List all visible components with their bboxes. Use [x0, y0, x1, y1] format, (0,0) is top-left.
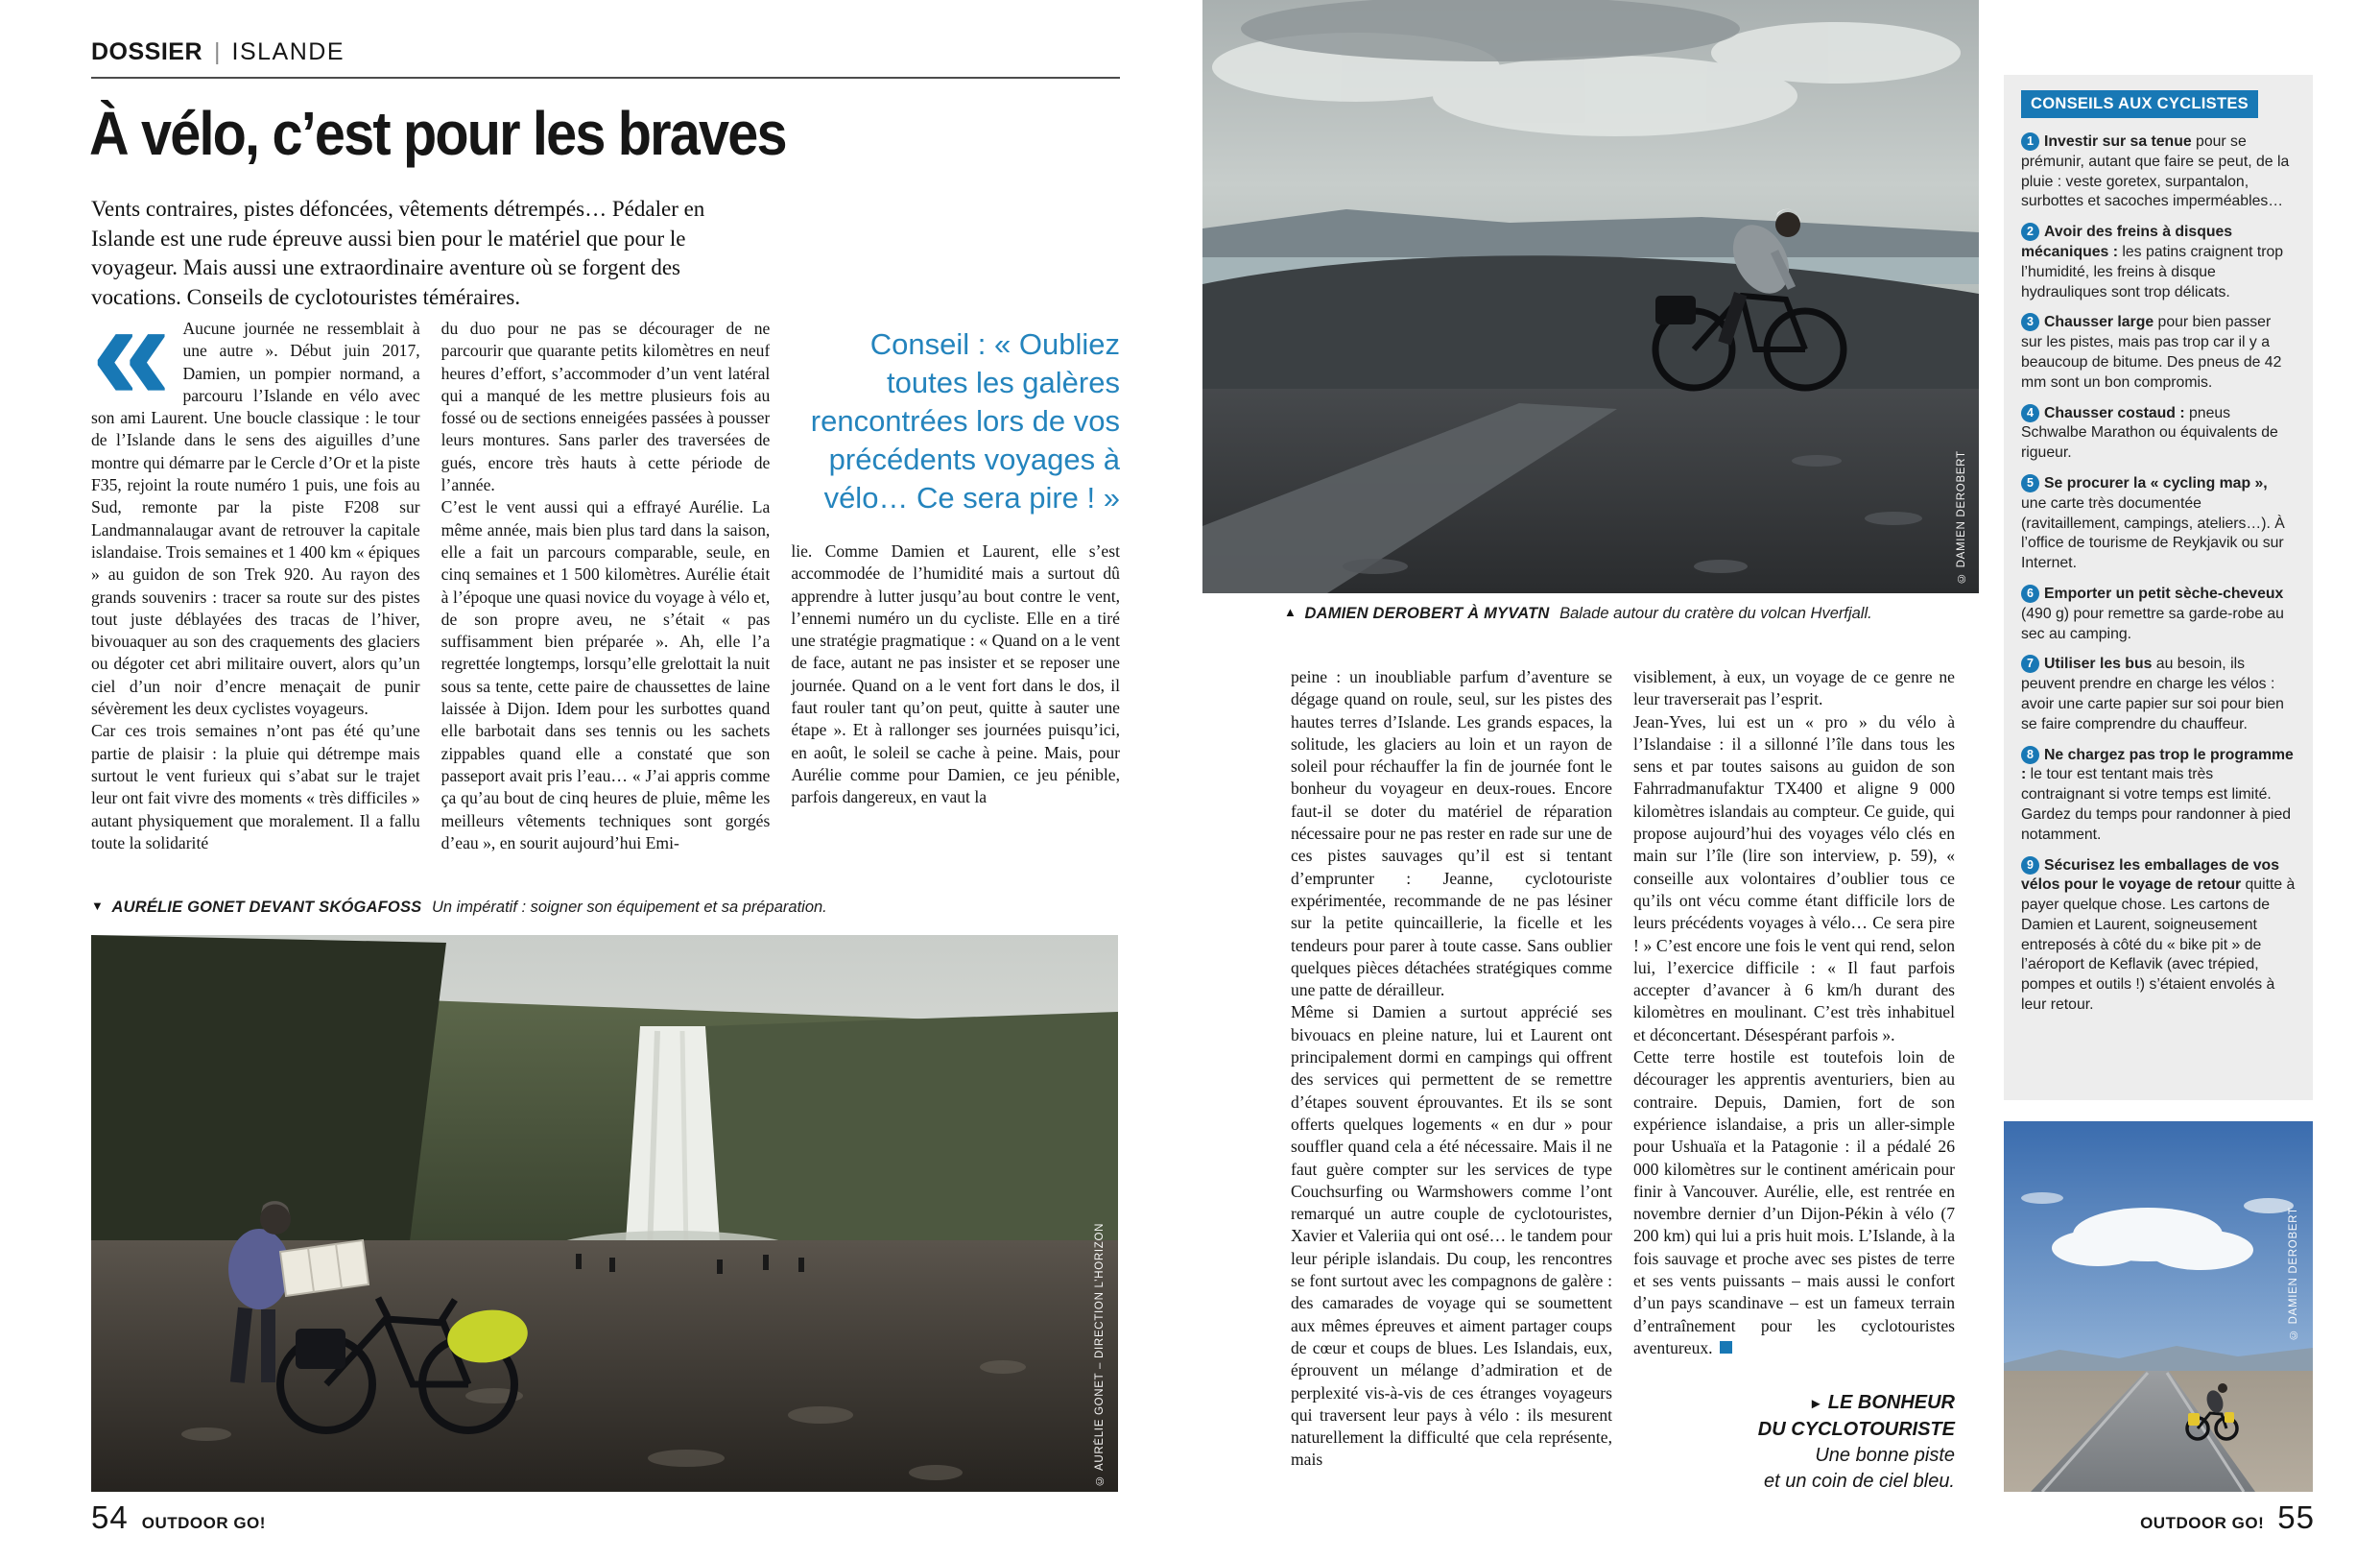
tip-number: 3 [2021, 313, 2039, 331]
left-column-2 [441, 318, 771, 884]
tip-item [2021, 223, 2296, 302]
photo-credit: © AURÉLIE GONET – DIRECTION L’HORIZON [1094, 1222, 1106, 1486]
breadcrumb [91, 38, 345, 66]
tip-text: pour se prémunir, autant que faire se peut, de la pluie : veste goretex, surpantalon, surbottes et sacoches imperméables… [2021, 133, 2290, 210]
tip-lead: Investir sur sa tenue [2044, 133, 2192, 150]
tip-item [2021, 404, 2296, 464]
caption-bold-text: LE BONHEUR [1827, 1392, 1955, 1413]
tip-number: 7 [2021, 655, 2039, 673]
body-paragraph: visiblement, à eux, un voyage de ce genre ne leur traverserait pas l’esprit. [1633, 667, 1955, 709]
photo-caption-text: Balade autour du cratère du volcan Hverfjall. [1559, 605, 1872, 622]
page-footer-right [2140, 1499, 2315, 1536]
photo-caption-title: AURÉLIE GONET DEVANT SKÓGAFOSS [111, 899, 422, 916]
tip-lead: Ne chargez pas trop le programme : [2021, 746, 2294, 783]
tip-number: 9 [2021, 856, 2039, 875]
tip-text: (490 g) pour remettre sa garde-robe au sec au camping. [2021, 605, 2284, 642]
kicker-section: ISLANDE [231, 38, 345, 65]
page-number: 55 [2277, 1499, 2315, 1535]
skogafoss-illustration [91, 935, 1118, 1492]
yellow-pannier [2188, 1413, 2200, 1426]
tip-item [2021, 856, 2296, 1016]
tip-lead: Se procurer la « cycling map », [2044, 474, 2268, 492]
photo-credit: © DAMIEN DEROBERT [2288, 1207, 2299, 1340]
down-triangle-icon: ▼ [91, 899, 104, 913]
tip-item [2021, 585, 2296, 644]
body-paragraph: Car ces trois semaines n’ont pas été qu’une partie de plaisir : la pluie qui détrempe mais surtout le vent furieux qui s’abat sur le trajet leur ont fait vivre des moments « très difficiles » autant physiquement que moralement. Il a fallu toute la solidarité [91, 721, 420, 852]
body-paragraph: Aucune journée ne ressemblait à une autre ». Début juin 2017, Damien, un pompier normand, a parcouru l’Islande en vélo avec son ami Laurent. Une boucle classique : le tour de l’Islande dans le sens des aiguilles d’une montre qui démarre par le Cercle d’Or et la piste F35, rejoint la route numéro 1 puis, une fois au Sud, remonte par la piste F208 sur Landmannalaugar avant de retrouver la capitale islandaise. Trois semaines et 1 400 km « épiques » au guidon de son Trek 920. Au rayon des grands souvenirs : tracer sa route sur des pistes tout juste déblayées des tracas de l’hiver, bivouaquer au son des craquements des glaciers ou dégoter cet abri militaire ouvert, alors qu’un ciel d’un noir d’encre menaçait de punir sévèrement les deux cyclistes voyageurs. [91, 319, 420, 719]
hverfjall-photo [1202, 0, 1979, 593]
tip-number: 4 [2021, 404, 2039, 422]
tip-text: au besoin, ils peuvent prendre en charge les vélos : avoir une carte papier sur soi pour bien se faire comprendre du chauffeur. [2021, 656, 2284, 732]
tip-number: 8 [2021, 746, 2039, 764]
yellow-pannier [2225, 1412, 2234, 1423]
body-paragraph: peine : un inoubliable parfum d’aventure se dégage quand on roule, seul, sur les pistes des hautes terres d’Islande. Les grands espaces, la solitude, les glaciers au loin et un rayon de soleil pour réchauffer la fin de journée font le bonheur du voyageur en deux-roues. Encore faut-il se doter du matériel de réparation nécessaire pour ne pas rester en rade sur une de ces pistes sauvages qu’il est si tentant d’emprunter : Jeanne, cyclotouriste expérimentée, recommande de ne pas lésiner sur la petite quincaillerie, la ficelle et les tendeurs pour parer à toute casse. Sans oublier quelques pièces détachées stratégiques comme une patte de dérailleur. [1291, 667, 1612, 1000]
photo-caption-text: Un impératif : soigner son équipement et sa préparation. [431, 899, 827, 916]
tip-number: 1 [2021, 132, 2039, 151]
magazine-brand: OUTDOOR GO! [141, 1514, 266, 1532]
waterfall [625, 1026, 721, 1257]
tip-lead: Emporter un petit sèche-cheveux [2044, 585, 2284, 602]
tip-item [2021, 132, 2296, 212]
head [2218, 1383, 2227, 1393]
pannier-bag [296, 1329, 345, 1369]
opening-quote-mark: « [91, 318, 172, 431]
article-body-left [91, 318, 1120, 884]
up-triangle-icon: ▲ [1284, 605, 1297, 619]
kicker-dossier: DOSSIER [91, 38, 203, 65]
small-photo-caption [1631, 1390, 1955, 1495]
left-column-1 [91, 318, 420, 884]
caption-bold-line: DU CYCLOTOURISTE [1757, 1419, 1955, 1440]
tip-number: 5 [2021, 474, 2039, 492]
page-number: 54 [91, 1499, 129, 1535]
tip-text: les patins craignent trop l’humidité, les freins à disque hydrauliques sont trop délicats. [2021, 243, 2284, 300]
right-column-1 [1291, 666, 1612, 1511]
photo-caption [1284, 605, 1975, 623]
pull-quote: Conseil : « Oubliez toutes les galères rencontrées lors de vos précédents voyages à vélo… Ce sera pire ! » [810, 327, 1120, 515]
page-title: À vélo, c’est pour les braves [89, 99, 786, 168]
body-paragraph: Jean-Yves, lui est un « pro » du vélo à l’Islandaise : il a sillonné l’île dans tous les sens et par toutes saisons au guidon de son Fahrradmanufaktur TX400 et aligne 9 000 kilomètres islandais au compteur. Ce guide, qui propose aujourd’hui des voyages vélo clés en main sur l’île (lire son interview, p. 59), « conseille aux volontaires d’oublier tous ce qu’ils ont vécu comme étant difficile lors de leurs précédents voyages à vélo… Ce sera pire ! » C’est encore une fois le vent qui rend, selon lui, l’exercice difficile : « Il faut parfois accepter d’avancer à 6 km/h durant des kilomètres en moulinant. C’est très inhabituel et déconcertant. Désespérant parfois ». [1633, 711, 1955, 1044]
tip-text: quitte à payer quelque chose. Les cartons de Damien et Laurent, soigneusement entreposés à côté du « bike pit » de l’aéroport de Keflavik (avec trépied, pompes et outils !) s’étaient envolés à leur retour. [2021, 876, 2296, 1014]
tip-item [2021, 474, 2296, 574]
tip-text: une carte très documentée (ravitaillement, campings, ateliers…). À l’office de tourisme de Reykjavik ou sur Internet. [2021, 494, 2285, 572]
purple-jacket [228, 1229, 290, 1309]
article-intro: Vents contraires, pistes défoncées, vêtements détrempés… Pédaler en Islande est une rude épreuve aussi bien pour le matériel que pour le voyageur. Mais aussi une extraordinaire aventure où se forgent des vocations. Conseils de cyclotouristes téméraires. [91, 197, 705, 309]
paragraph-text: Cette terre hostile est toutefois loin de décourager les apprentis aventuriers, bien au contraire. Depuis, Damien, fort de son expérience islandaise, a pris un aller-simple pour Ushuaïa et la Patagonie : il a pédalé 26 000 kilomètres sur le continent américain pour finir à Vancouver. Aurélie, elle, est rentrée en novembre dernier d’un Dijon-Pékin à vélo (7 200 km) qui lui a pris huit mois. L’Islande, à la fois sauvage et proche avec ses pistes de terre et ses vents puissants – mais aussi le confort d’un pays scandinave – est un fameux terrain d’entraînement pour les cyclotouristes aventureux. [1633, 1047, 1955, 1357]
body-paragraph [1633, 1046, 1955, 1359]
tip-lead: Utiliser les bus [2044, 656, 2153, 673]
body-paragraph: du duo pour ne pas se décourager de ne parcourir que quarante petits kilomètres en neuf heures d’effort, s’accommoder d’un vent latéral qui a manqué de les mettre plusieurs fois au fossé ou de sections enneigées passées à pousser leurs montures. Sans parler des traversées de gués, encore très hauts à cette période de l’année. [440, 319, 771, 495]
right-triangle-icon: ► [1808, 1396, 1823, 1412]
photo-caption-title: DAMIEN DEROBERT À MYVATN [1304, 605, 1550, 622]
caption-italic-line: Une bonne piste [1815, 1445, 1955, 1466]
caption-bold-line [1631, 1390, 1955, 1417]
tip-number: 2 [2021, 223, 2039, 241]
tip-number: 6 [2021, 585, 2039, 603]
road-photo [2004, 1121, 2313, 1492]
article-body-right [1291, 666, 1955, 1511]
magazine-brand: OUTDOOR GO! [2140, 1514, 2265, 1532]
tip-text: le tour est tentant mais très contraignant si votre temps est limité. Gardez du temps pour randonner à pied notamment. [2021, 766, 2292, 843]
header-rule [91, 77, 1120, 79]
hverfjall-illustration [1202, 0, 1979, 593]
body-paragraph: lie. Comme Damien et Laurent, elle s’est accommodée de l’humidité mais a surtout dû apprendre à lutter jusqu’au bout contre le vent, l’ennemi numéro un du cycliste. Elle en a tiré une stratégie pragmatique : « Quand on a le vent de face, autant ne pas insister et se reposer une journée. Quand on a le vent fort dans le dos, il faut rouler tant qu’on peut, quitte à sauter une étape ». Et à rallonger ses journées puisqu’ici, en août, le soleil se cache à peine. Mais, pour Aurélie comme pour Damien, ce jeu pénible, parfois dangereux, en vaut la [791, 541, 1120, 807]
tip-lead: Chausser large [2044, 314, 2154, 331]
caption-italic-line: et un coin de ciel bleu. [1763, 1471, 1955, 1492]
article-end-mark [1720, 1341, 1732, 1354]
kicker-separator: | [214, 38, 221, 65]
body-paragraph: C’est le vent aussi qui a effrayé Aurélie. La même année, mais bien plus tard dans la saison, elle a fait un parcours comparable, seule, en cinq semaines et 1 500 kilomètres. Aurélie était à l’époque une quasi novice du voyage à vélo et, de son propre aveu, ne s’était « pas suffisamment bien préparée ». Ah, elle l’a regrettée longtemps, lorsqu’elle grelottait la nuit sous sa tente, cette paire de chaussettes de laine laissée à Dijon. Idem pour les surbottes quand elle barbotait dans ses tennis ou les sachets zippables quand elle a constaté que son passeport avait pris l’eau… « J’ai appris comme ça qu’au bout de cinq heures de pluie, même les meilleurs vêtements techniques sont gorgés d’eau », en sourit aujourd’hui Emi- [440, 497, 771, 852]
tip-lead: Chausser costaud : [2044, 404, 2185, 421]
skogafoss-photo [91, 935, 1118, 1492]
photo-credit: © DAMIEN DEROBERT [1956, 450, 1967, 584]
head [1775, 212, 1800, 237]
tip-lead: Sécurisez les emballages de vos vélos pour le voyage de retour [2021, 856, 2279, 894]
pannier-bag [1655, 296, 1696, 324]
road-illustration [2004, 1121, 2313, 1492]
sidebar-title: CONSEILS AUX CYCLISTES [2021, 90, 2258, 118]
tip-lead: Avoir des freins à disques mécaniques : [2021, 224, 2233, 260]
tip-text: pour bien passer sur les pistes, mais pas trop car il y a beaucoup de bitume. Des pneus de 42 mm sont un bon compromis. [2021, 314, 2282, 391]
tips-sidebar [2004, 75, 2313, 1100]
left-column-3 [791, 318, 1120, 884]
tip-item [2021, 746, 2296, 846]
tip-item [2021, 313, 2296, 393]
page-footer-left [91, 1499, 266, 1536]
body-paragraph: Même si Damien a surtout apprécié ses bivouacs en pleine nature, lui et Laurent ont principalement dormi en campings qui offrent des services qui permettent de se remettre d’étapes souvent éprouvantes. Et ils se sont offerts quelques logements « en dur » pour souffler quand cela a été nécessaire. Mais il ne faut guère compter sur les services de type Couchsurfing ou Warmshowers comme l’ont remarqué un autre couple de cyclotouristes, Xavier et Valeriia qui ont osé… le tandem pour leur périple islandais. Du coup, les rencontres se font surtout avec les compagnons de galère : des camarades de voyage qui se soumettent aux mêmes épreuves et aiment partager coups de cœur et coups de blues. Les Islandais, eux, éprouvent un mélange d’admiration et de perplexité vis-à-vis de ces étranges voyageurs qui traversent leur pays à vélo : ils mesurent naturellement la difficulté que cela représente, mais [1291, 1002, 1612, 1470]
tip-item [2021, 655, 2296, 734]
tip-text: pneus Schwalbe Marathon ou équivalents de rigueur. [2021, 404, 2278, 462]
right-column-2 [1633, 666, 1955, 1511]
photo-caption [91, 899, 1118, 917]
